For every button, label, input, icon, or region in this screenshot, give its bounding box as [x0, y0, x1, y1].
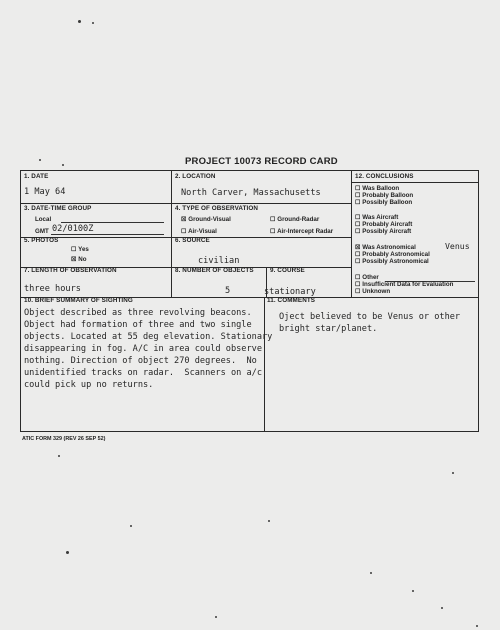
ground-visual-option: [181, 216, 231, 223]
possibly-astronomical-option: [355, 258, 429, 265]
scan-speck: [476, 625, 478, 627]
divider: [171, 171, 172, 298]
form-number: ATIC FORM 329 (REV 26 SEP 52): [22, 436, 106, 442]
divider: [351, 171, 352, 297]
photos-label: 5. PHOTOS: [24, 237, 59, 244]
option-label: Ground-Visual: [188, 216, 231, 223]
summary-line: unidentified tracks on radar. Scanners on a/c: [24, 368, 262, 378]
length-of-observation-label: 7. LENGTH OF OBSERVATION: [24, 267, 117, 274]
conclusions-label: 12. CONCLUSIONS: [355, 173, 414, 180]
location-label: 2. LOCATION: [175, 173, 216, 180]
option-label: Air-Intercept Radar: [277, 228, 334, 235]
checkbox-icon: ☐: [181, 228, 187, 235]
number-of-objects-value: 5: [225, 286, 231, 296]
checkbox-icon: ☐: [270, 216, 276, 223]
divider: [264, 298, 265, 432]
summary-line: Object described as three revolving beacons.: [24, 308, 252, 318]
scan-speck: [370, 572, 372, 574]
date-time-group-label: 3. DATE-TIME GROUP: [24, 205, 92, 212]
record-card-form: [20, 170, 479, 432]
gmt-value: 02/0100Z: [52, 224, 94, 234]
scan-speck: [215, 616, 217, 618]
option-label: Was Astronomical: [362, 244, 416, 251]
option-label: Yes: [78, 246, 89, 253]
checkbox-icon: ☐: [355, 221, 361, 228]
divider: [352, 182, 478, 183]
checked-box-icon: ☒: [355, 244, 361, 251]
probably-aircraft-option: [355, 221, 412, 228]
was-aircraft-option: [355, 214, 398, 221]
checkbox-icon: ☐: [355, 214, 361, 221]
checkbox-icon: ☐: [355, 251, 361, 258]
option-label: Ground-Radar: [277, 216, 320, 223]
checked-box-icon: ☒: [181, 216, 187, 223]
air-intercept-radar-option: [270, 228, 333, 235]
checkbox-icon: ☐: [355, 258, 361, 265]
checkbox-icon: ☐: [355, 281, 361, 288]
photos-no-option: [71, 256, 87, 263]
summary-line: nothing. Direction of object 270 degrees. No: [24, 356, 257, 366]
checkbox-icon: ☐: [270, 228, 276, 235]
ground-radar-option: [270, 216, 319, 223]
date-value: 1 May 64: [24, 187, 66, 197]
scan-speck: [66, 551, 69, 554]
checkbox-icon: ☐: [355, 199, 361, 206]
was-astronomical-option: [355, 244, 416, 251]
scan-speck: [412, 590, 414, 592]
card-title: PROJECT 10073 RECORD CARD: [185, 156, 338, 167]
air-visual-option: [181, 228, 217, 235]
possibly-balloon-option: [355, 199, 412, 206]
checkbox-icon: ☐: [355, 228, 361, 235]
scan-speck: [62, 164, 64, 166]
location-value: North Carver, Massachusetts: [181, 188, 321, 198]
option-label: Insufficient Data for Evaluation: [362, 281, 454, 288]
checkbox-icon: ☐: [355, 288, 361, 295]
brief-summary-label: 10. BRIEF SUMMARY OF SIGHTING: [24, 297, 133, 304]
option-label: Probably Aircraft: [362, 221, 413, 228]
option-label: Possibly Balloon: [362, 199, 413, 206]
length-of-observation-value: three hours: [24, 284, 81, 294]
checkbox-icon: ☐: [355, 192, 361, 199]
scan-speck: [92, 22, 94, 24]
gmt-label: GMT: [35, 228, 49, 235]
insufficient-data-option: [355, 281, 453, 288]
summary-line: disappearing in fog. A/C in area could observe: [24, 344, 262, 354]
scan-speck: [130, 525, 132, 527]
checkbox-icon: ☐: [71, 246, 77, 253]
scan-speck: [441, 607, 443, 609]
comments-line: Oject believed to be Venus or other: [279, 312, 461, 322]
summary-line: Object had formation of three and two single: [24, 320, 252, 330]
unknown-option: [355, 288, 390, 295]
comments-label: 11. COMMENTS: [267, 297, 316, 304]
option-label: Was Aircraft: [362, 214, 399, 221]
option-label: Probably Balloon: [362, 192, 414, 199]
scan-speck: [78, 20, 81, 23]
comments-line: bright star/planet.: [279, 324, 378, 334]
option-label: Other: [362, 274, 379, 281]
course-value: stationary: [264, 287, 316, 297]
summary-line: objects. Located at 55 deg elevation. Stationary: [24, 332, 273, 342]
gmt-line: [51, 234, 164, 235]
scan-speck: [39, 159, 41, 161]
astronomical-note: Venus: [445, 241, 470, 251]
local-label: Local: [35, 216, 52, 223]
source-value: civilian: [198, 256, 240, 266]
date-label: 1. DATE: [24, 173, 49, 180]
was-balloon-option: [355, 185, 399, 192]
option-label: Was Balloon: [362, 185, 400, 192]
checkbox-icon: ☐: [355, 274, 361, 281]
local-line: [61, 222, 164, 223]
option-label: Air-Visual: [188, 228, 217, 235]
scan-speck: [58, 455, 60, 457]
scan-speck: [452, 472, 454, 474]
observation-type-label: 4. TYPE OF OBSERVATION: [175, 205, 259, 212]
checked-box-icon: ☒: [71, 256, 77, 263]
probably-balloon-option: [355, 192, 413, 199]
option-label: Possibly Aircraft: [362, 228, 412, 235]
summary-line: could pick up no returns.: [24, 380, 154, 390]
checkbox-icon: ☐: [355, 185, 361, 192]
photos-yes-option: [71, 246, 89, 253]
option-label: Unknown: [362, 288, 391, 295]
divider: [21, 203, 351, 204]
other-option: [355, 274, 379, 281]
option-label: Possibly Astronomical: [362, 258, 429, 265]
source-label: 6. SOURCE: [175, 237, 210, 244]
probably-astronomical-option: [355, 251, 430, 258]
scan-speck: [268, 520, 270, 522]
option-label: No: [78, 256, 87, 263]
course-label: 9. COURSE: [270, 267, 305, 274]
possibly-aircraft-option: [355, 228, 411, 235]
number-of-objects-label: 8. NUMBER OF OBJECTS: [175, 267, 254, 274]
option-label: Probably Astronomical: [362, 251, 430, 258]
